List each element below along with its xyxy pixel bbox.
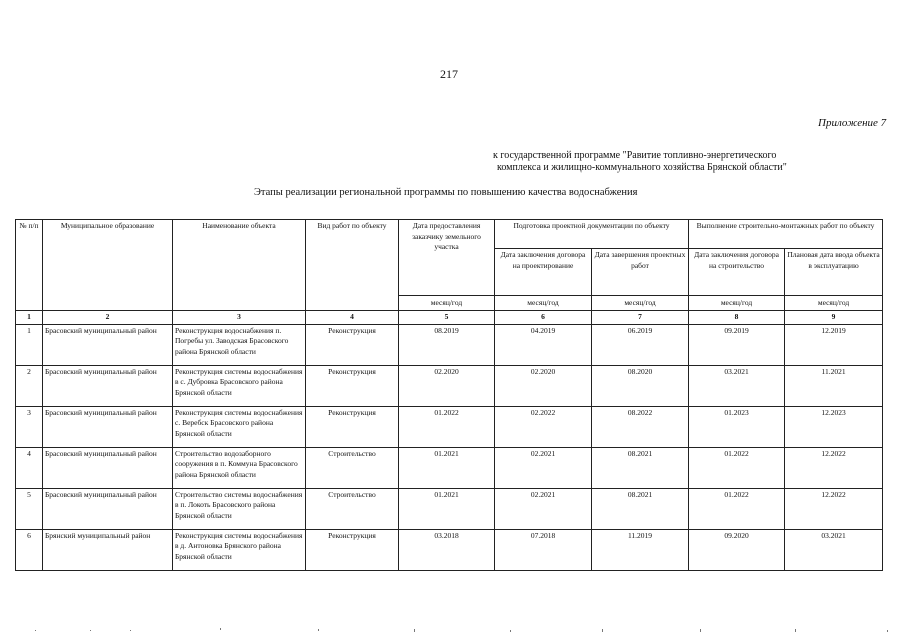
program-reference-line: к государственной программе "Равитие топливно-энергетического [493, 150, 777, 161]
cell-municipality: Брасовский муниципальный район [43, 488, 173, 529]
cell-object: Строительство системы водоснабжения в п. Локоть Брасовского района Брянской области [173, 488, 306, 529]
header-construction-group: Выполнение строительно-монтажных работ по объекту [689, 220, 883, 249]
cell-land-date: 01.2021 [399, 488, 495, 529]
scan-speck-group [35, 628, 888, 632]
document-title: Этапы реализации региональной программы по повышению качества водоснабжения [254, 187, 638, 198]
cell-construction-contract: 01.2022 [689, 488, 785, 529]
cell-work-type: Строительство [306, 488, 399, 529]
cell-commissioning: 12.2023 [785, 406, 883, 447]
cell-num: 4 [16, 447, 43, 488]
column-number: 2 [43, 311, 173, 325]
cell-construction-contract: 09.2020 [689, 529, 785, 570]
cell-land-date: 02.2020 [399, 365, 495, 406]
cell-object: Реконструкция системы водоснабжения с. Веребск Брасовского района Брянской области [173, 406, 306, 447]
cell-design-complete: 08.2020 [592, 365, 689, 406]
cell-object: Строительство водозаборного сооружения в п. Коммуна Брасовского района Брянской области [173, 447, 306, 488]
unit-label: месяц/год [399, 296, 495, 311]
cell-work-type: Реконструкция [306, 529, 399, 570]
header-object: Наименование объекта [173, 220, 306, 311]
cell-construction-contract: 09.2019 [689, 324, 785, 365]
column-number: 8 [689, 311, 785, 325]
cell-design-contract: 02.2022 [495, 406, 592, 447]
cell-construction-contract: 01.2022 [689, 447, 785, 488]
column-number: 7 [592, 311, 689, 325]
header-land-date: Дата предоставления заказчику земельного участка [399, 220, 495, 296]
cell-object: Реконструкция системы водоснабжения в с. Дубровка Брасовского района Брянской области [173, 365, 306, 406]
cell-municipality: Брасовский муниципальный район [43, 324, 173, 365]
column-number: 4 [306, 311, 399, 325]
cell-municipality: Брянский муниципальный район [43, 529, 173, 570]
column-number: 6 [495, 311, 592, 325]
header-municipality: Муниципальное образование [43, 220, 173, 311]
cell-design-contract: 02.2021 [495, 447, 592, 488]
header-design-contract: Дата заключения договора на проектирование [495, 249, 592, 296]
unit-label: месяц/год [785, 296, 883, 311]
column-number: 5 [399, 311, 495, 325]
header-construction-contract: Дата заключения договора на строительство [689, 249, 785, 296]
table-row [16, 365, 883, 406]
cell-land-date: 03.2018 [399, 529, 495, 570]
cell-design-complete: 11.2019 [592, 529, 689, 570]
cell-commissioning: 12.2022 [785, 447, 883, 488]
cell-design-contract: 02.2021 [495, 488, 592, 529]
cell-construction-contract: 01.2023 [689, 406, 785, 447]
column-number: 3 [173, 311, 306, 325]
cell-num: 6 [16, 529, 43, 570]
unit-label: месяц/год [592, 296, 689, 311]
cell-design-complete: 06.2019 [592, 324, 689, 365]
table-row [16, 406, 883, 447]
cell-design-complete: 08.2021 [592, 488, 689, 529]
cell-object: Реконструкция водоснабжения п. Погребы ул. Заводская Брасовского района Брянской области [173, 324, 306, 365]
cell-design-contract: 04.2019 [495, 324, 592, 365]
cell-design-contract: 07.2018 [495, 529, 592, 570]
header-design-group: Подготовка проектной документации по объекту [495, 220, 689, 249]
cell-land-date: 01.2022 [399, 406, 495, 447]
program-reference [493, 150, 787, 174]
cell-land-date: 08.2019 [399, 324, 495, 365]
table-row [16, 324, 883, 365]
appendix-label: Приложение 7 [818, 117, 887, 129]
table-row [16, 447, 883, 488]
table-row [16, 488, 883, 529]
cell-municipality: Брасовский муниципальный район [43, 365, 173, 406]
cell-design-complete: 08.2021 [592, 447, 689, 488]
page-number: 217 [440, 67, 458, 81]
cell-commissioning: 12.2022 [785, 488, 883, 529]
column-number: 9 [785, 311, 883, 325]
unit-label: месяц/год [495, 296, 592, 311]
cell-work-type: Реконструкция [306, 365, 399, 406]
column-number: 1 [16, 311, 43, 325]
cell-commissioning: 12.2019 [785, 324, 883, 365]
cell-municipality: Брасовский муниципальный район [43, 406, 173, 447]
cell-commissioning: 11.2021 [785, 365, 883, 406]
cell-num: 1 [16, 324, 43, 365]
cell-commissioning: 03.2021 [785, 529, 883, 570]
cell-object: Реконструкция системы водоснабжения в д. Антоновка Брянского района Брянской области [173, 529, 306, 570]
scan-specks [0, 620, 905, 640]
cell-num: 5 [16, 488, 43, 529]
stages-table [15, 219, 883, 571]
header-work-type: Вид работ по объекту [306, 220, 399, 311]
cell-num: 3 [16, 406, 43, 447]
unit-label: месяц/год [689, 296, 785, 311]
cell-municipality: Брасовский муниципальный район [43, 447, 173, 488]
cell-work-type: Реконструкция [306, 406, 399, 447]
header-design-complete: Дата завершения проектных работ [592, 249, 689, 296]
cell-land-date: 01.2021 [399, 447, 495, 488]
cell-num: 2 [16, 365, 43, 406]
cell-construction-contract: 03.2021 [689, 365, 785, 406]
cell-design-contract: 02.2020 [495, 365, 592, 406]
cell-work-type: Строительство [306, 447, 399, 488]
cell-design-complete: 08.2022 [592, 406, 689, 447]
cell-work-type: Реконструкция [306, 324, 399, 365]
program-reference-line: комплекса и жилищно-коммунального хозяйства Брянской области" [497, 162, 787, 173]
table-body [16, 324, 883, 570]
header-commissioning: Плановая дата ввода объекта в эксплуатацию [785, 249, 883, 296]
header-num: № п/п [16, 220, 43, 311]
table-row [16, 529, 883, 570]
